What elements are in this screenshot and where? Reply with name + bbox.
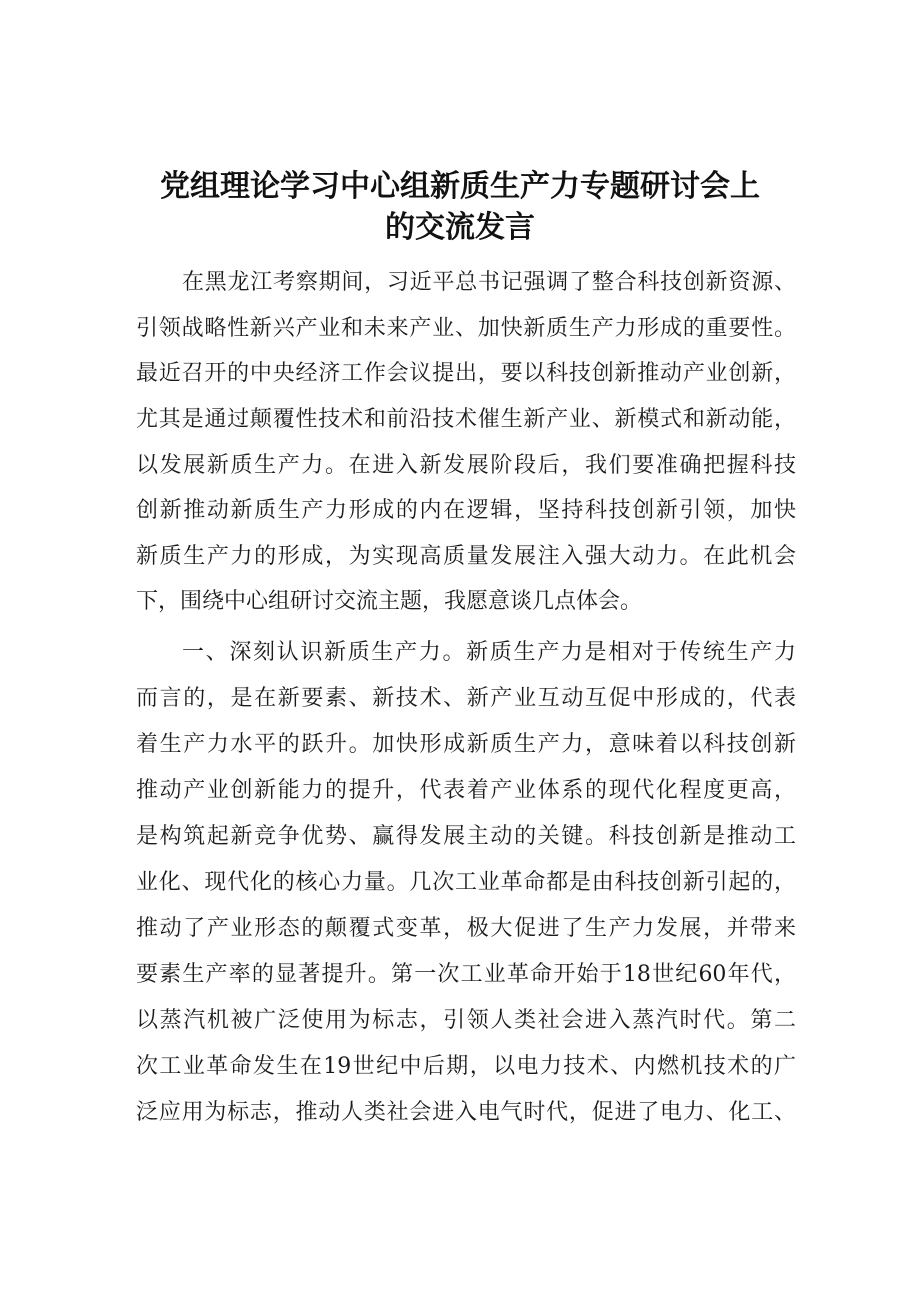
paragraph-2-line-1: 一、深刻认识新质生产力。新质生产力是相对于传统生产力 bbox=[182, 640, 796, 665]
paragraph-1-line-2: 引领战略性新兴产业和未来产业、加快新质生产力形成的重要性。 bbox=[136, 316, 796, 341]
document-title-line-2: 的交流发言 bbox=[385, 210, 535, 245]
paragraph-2-line-11: 泛应用为标志，推动人类社会进入电气时代，促进了电力、化工、 bbox=[136, 1100, 796, 1125]
paragraph-2-line-10: 次工业革命发生在19世纪中后期，以电力技术、内燃机技术的广 bbox=[136, 1054, 796, 1079]
paragraph-1-line-1: 在黑龙江考察期间，习近平总书记强调了整合科技创新资源、 bbox=[182, 270, 796, 295]
paragraph-1-line-5: 以发展新质生产力。在进入新发展阶段后，我们要准确把握科技 bbox=[136, 453, 796, 478]
paragraph-1-line-7: 新质生产力的形成，为实现高质量发展注入强大动力。在此机会 bbox=[136, 544, 796, 569]
paragraph-1-line-3: 最近召开的中央经济工作会议提出，要以科技创新推动产业创新， bbox=[136, 361, 796, 386]
paragraph-2-line-9: 以蒸汽机被广泛使用为标志，引领人类社会进入蒸汽时代。第二 bbox=[136, 1008, 796, 1033]
paragraph-2-line-7: 推动了产业形态的颠覆式变革，极大促进了生产力发展，并带来 bbox=[136, 916, 796, 941]
document-title-line-1: 党组理论学习中心组新质生产力专题研讨会上 bbox=[160, 169, 760, 204]
paragraph-2-line-5: 是构筑起新竞争优势、赢得发展主动的关键。科技创新是推动工 bbox=[136, 824, 796, 849]
paragraph-1-line-6: 创新推动新质生产力形成的内在逻辑，坚持科技创新引领，加快 bbox=[136, 498, 796, 523]
paragraph-2-line-4: 推动产业创新能力的提升，代表着产业体系的现代化程度更高， bbox=[136, 778, 796, 803]
paragraph-2-line-3: 着生产力水平的跃升。加快形成新质生产力，意味着以科技创新 bbox=[136, 732, 796, 757]
paragraph-1-line-4: 尤其是通过颠覆性技术和前沿技术催生新产业、新模式和新动能， bbox=[136, 407, 796, 432]
paragraph-2-line-8: 要素生产率的显著提升。第一次工业革命开始于18世纪60年代， bbox=[136, 962, 796, 987]
paragraph-2-line-6: 业化、现代化的核心力量。几次工业革命都是由科技创新引起的， bbox=[136, 870, 796, 895]
paragraph-2-line-2: 而言的，是在新要素、新技术、新产业互动互促中形成的，代表 bbox=[136, 686, 796, 711]
paragraph-1-line-8: 下，围绕中心组研讨交流主题，我愿意谈几点体会。 bbox=[136, 589, 643, 614]
